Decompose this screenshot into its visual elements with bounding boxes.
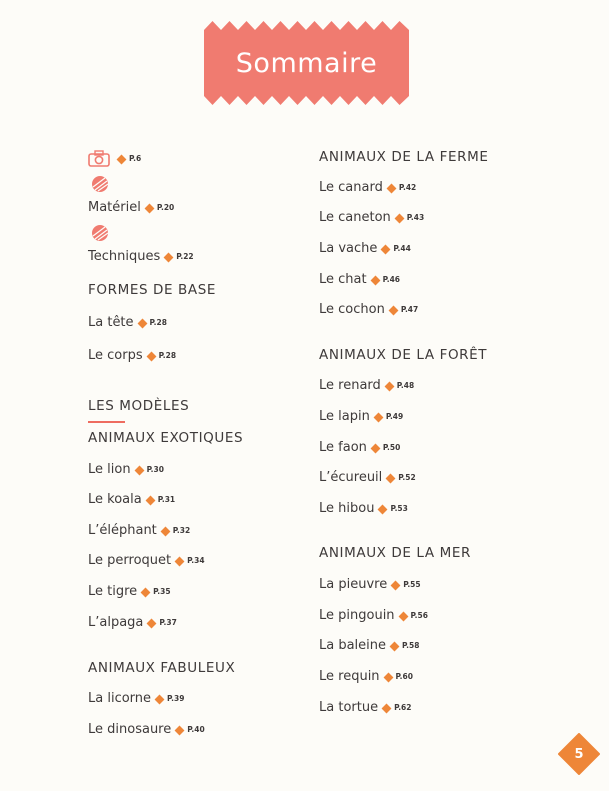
yarn-ball-icon xyxy=(88,174,112,198)
page-ref: P.39 xyxy=(167,694,185,703)
page-ref: P.35 xyxy=(153,587,171,596)
toc-entry-materiel[interactable] xyxy=(88,200,174,217)
entry-label: L’alpaga xyxy=(88,615,144,630)
page-ref: P.53 xyxy=(390,504,408,513)
toc-entry[interactable] xyxy=(319,180,416,197)
toc-entry[interactable] xyxy=(319,210,424,227)
page-ref: P.6 xyxy=(129,154,142,163)
toc-entry[interactable] xyxy=(319,638,419,655)
entry-label: Matériel xyxy=(88,200,141,215)
diamond-bullet-icon xyxy=(141,587,151,597)
page-ref: P.56 xyxy=(410,611,428,620)
entry-label: La pieuvre xyxy=(319,577,388,592)
entry-label: Le caneton xyxy=(319,210,391,225)
diamond-bullet-icon xyxy=(175,556,185,566)
entry-label: La vache xyxy=(319,241,378,256)
diamond-bullet-icon xyxy=(391,580,401,590)
page-ref: P.32 xyxy=(172,526,191,535)
page-number-badge xyxy=(558,733,600,775)
toc-entry-techniques[interactable] xyxy=(88,249,194,266)
diamond-bullet-icon xyxy=(390,641,400,651)
diamond-bullet-icon xyxy=(388,305,398,315)
entry-label: Le lapin xyxy=(319,409,370,424)
page-ref: P.55 xyxy=(403,580,421,589)
toc-entry[interactable] xyxy=(88,492,175,509)
entry-label: Le hibou xyxy=(319,501,375,516)
section-heading-exotiques: ANIMAUX EXOTIQUES xyxy=(88,430,244,446)
diamond-bullet-icon xyxy=(386,473,396,483)
section-heading-modeles: LES MODÈLES xyxy=(88,398,190,414)
diamond-bullet-icon xyxy=(370,443,380,453)
entry-label: Le chat xyxy=(319,272,367,287)
page-ref: P.50 xyxy=(382,443,401,452)
diamond-bullet-icon xyxy=(146,351,156,361)
toc-entry-intro[interactable] xyxy=(113,151,141,168)
page-ref: P.42 xyxy=(398,183,417,192)
toc-entry[interactable] xyxy=(88,523,190,540)
page-ref: P.30 xyxy=(146,465,164,474)
entry-label: Le corps xyxy=(88,348,143,363)
title-banner xyxy=(204,21,409,105)
diamond-bullet-icon xyxy=(381,244,391,254)
toc-entry[interactable] xyxy=(88,462,164,479)
section-heading-fabuleux: ANIMAUX FABULEUX xyxy=(88,660,236,676)
page-ref: P.60 xyxy=(395,672,413,681)
entry-label: La tête xyxy=(88,315,134,330)
toc-entry[interactable] xyxy=(319,378,414,395)
page-title: Sommaire xyxy=(235,47,378,79)
diamond-bullet-icon xyxy=(144,203,154,213)
entry-label: Le dinosaure xyxy=(88,722,172,737)
entry-label: Le pingouin xyxy=(319,608,395,623)
yarn-ball-icon xyxy=(88,223,112,247)
page-ref: P.37 xyxy=(159,618,177,627)
diamond-bullet-icon xyxy=(155,694,165,704)
entry-label: Le canard xyxy=(319,180,383,195)
toc-entry[interactable] xyxy=(319,470,416,487)
diamond-bullet-icon xyxy=(383,672,393,682)
diamond-bullet-icon xyxy=(378,504,388,514)
toc-entry[interactable] xyxy=(319,577,421,594)
toc-entry[interactable] xyxy=(88,553,205,570)
page-ref: P.46 xyxy=(382,275,401,284)
entry-label: La tortue xyxy=(319,700,379,715)
entry-label: La licorne xyxy=(88,691,152,706)
entry-label: Le requin xyxy=(319,669,380,684)
section-heading-foret: ANIMAUX DE LA FORÊT xyxy=(319,347,488,363)
camera-icon xyxy=(88,150,110,171)
diamond-bullet-icon xyxy=(175,725,185,735)
diamond-bullet-icon xyxy=(117,154,127,164)
page-ref: P.47 xyxy=(400,305,419,314)
toc-entry[interactable] xyxy=(319,409,403,426)
entry-label: La baleine xyxy=(319,638,387,653)
page-ref: P.40 xyxy=(187,725,205,734)
entry-label: Le perroquet xyxy=(88,553,172,568)
diamond-bullet-icon xyxy=(137,318,147,328)
toc-entry[interactable] xyxy=(319,272,400,289)
page-ref: P.62 xyxy=(394,703,412,712)
page-ref: P.22 xyxy=(176,252,194,261)
entry-label: Techniques xyxy=(88,249,161,264)
toc-entry[interactable] xyxy=(319,241,411,258)
toc-entry[interactable] xyxy=(88,722,205,739)
diamond-bullet-icon xyxy=(145,495,155,505)
toc-entry[interactable] xyxy=(319,669,413,686)
entry-label: Le faon xyxy=(319,440,367,455)
page-ref: P.49 xyxy=(385,412,404,421)
diamond-bullet-icon xyxy=(386,183,396,193)
heading-underline xyxy=(88,421,125,423)
entry-label: Le renard xyxy=(319,378,381,393)
diamond-bullet-icon xyxy=(160,526,170,536)
toc-entry[interactable] xyxy=(88,315,167,332)
toc-entry[interactable] xyxy=(319,302,418,319)
page-ref: P.44 xyxy=(393,244,411,253)
page-ref: P.48 xyxy=(396,381,415,390)
toc-entry[interactable] xyxy=(319,501,408,518)
page-ref: P.58 xyxy=(402,641,420,650)
diamond-bullet-icon xyxy=(398,611,408,621)
diamond-bullet-icon xyxy=(370,275,380,285)
diamond-bullet-icon xyxy=(373,412,383,422)
page-ref: P.28 xyxy=(149,318,167,327)
page-ref: P.43 xyxy=(406,213,425,222)
toc-entry[interactable] xyxy=(319,700,411,717)
diamond-bullet-icon xyxy=(382,703,392,713)
entry-label: Le cochon xyxy=(319,302,385,317)
entry-label: L’écureuil xyxy=(319,470,383,485)
entry-label: Le lion xyxy=(88,462,131,477)
page-ref: P.28 xyxy=(158,351,177,360)
entry-label: Le tigre xyxy=(88,584,138,599)
toc-entry[interactable] xyxy=(319,608,428,625)
page-ref: P.20 xyxy=(156,203,175,212)
toc-entry[interactable] xyxy=(88,691,184,708)
page-ref: P.31 xyxy=(157,495,176,504)
toc-entry[interactable] xyxy=(88,348,176,365)
page-ref: P.52 xyxy=(398,473,416,482)
page-number: 5 xyxy=(574,746,584,762)
toc-entry[interactable] xyxy=(88,584,171,601)
diamond-bullet-icon xyxy=(164,252,174,262)
toc-entry[interactable] xyxy=(319,440,400,457)
toc-entry[interactable] xyxy=(88,615,177,632)
entry-label: Le koala xyxy=(88,492,142,507)
entry-label: L’éléphant xyxy=(88,523,157,538)
section-heading-formes: FORMES DE BASE xyxy=(88,282,217,298)
diamond-bullet-icon xyxy=(394,213,404,223)
section-heading-mer: ANIMAUX DE LA MER xyxy=(319,545,471,561)
section-heading-ferme: ANIMAUX DE LA FERME xyxy=(319,149,489,165)
page-ref: P.34 xyxy=(187,556,205,565)
diamond-bullet-icon xyxy=(147,618,157,628)
diamond-bullet-icon xyxy=(384,381,394,391)
diamond-bullet-icon xyxy=(134,465,144,475)
